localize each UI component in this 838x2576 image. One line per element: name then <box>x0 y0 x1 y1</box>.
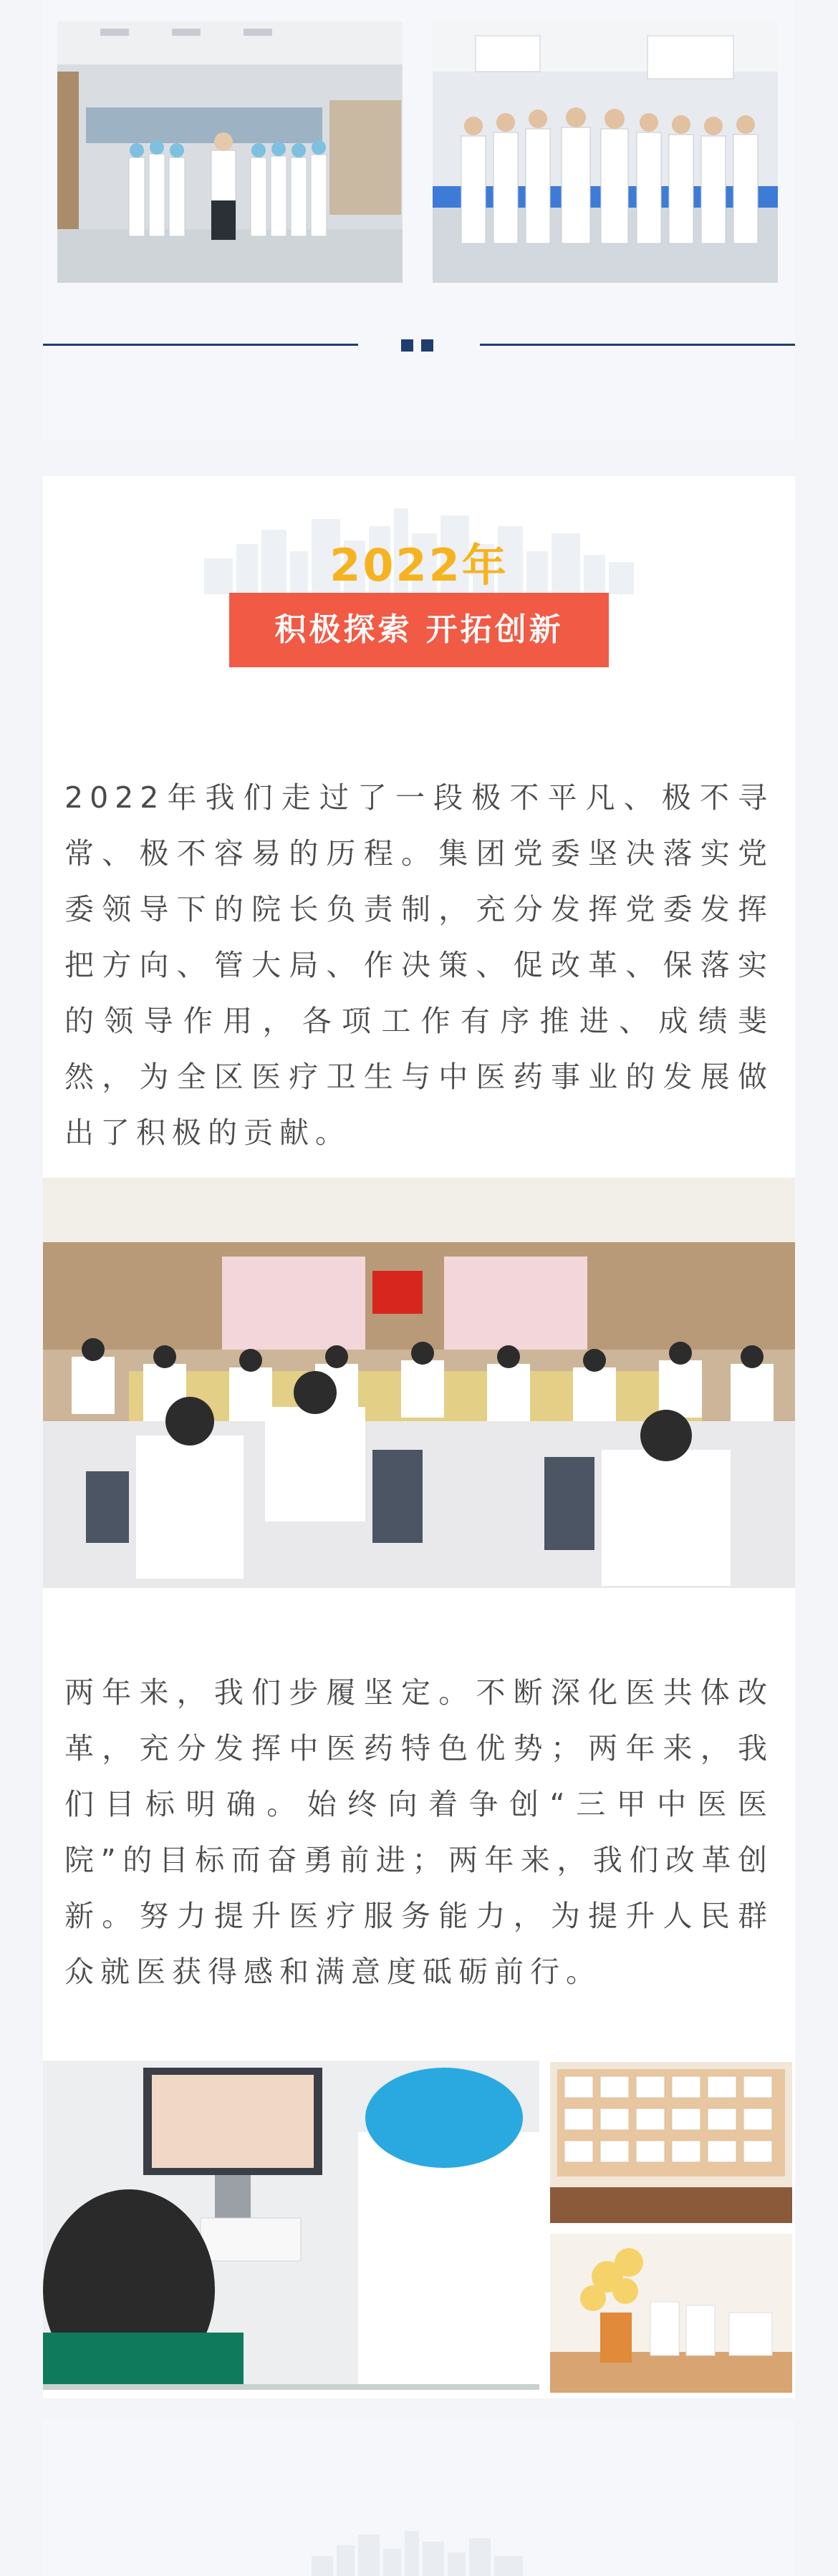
staff-group-photo-left <box>57 21 403 283</box>
divider-line-right <box>480 344 795 346</box>
section-banner: 积极探索 开拓创新 <box>229 593 609 667</box>
section-year: 2022年 <box>329 539 509 591</box>
divider-mark-left <box>401 339 413 352</box>
consultation-photo <box>43 2061 539 2390</box>
divider-line-left <box>43 344 358 346</box>
paragraph-progress: 两年来，我们步履坚定。不断深化医共体改革，充分发挥中医药特色优势；两年来，我们目标明确。始终向着争创“三甲中医医院”的目标而奋勇前进；两年来，我们改革创新。努力提升医疗服务能力，为提升人民群众就医获得感和满意度砥砺前行。 <box>64 1675 774 1989</box>
staff-group-photo-right <box>433 21 778 283</box>
pharmacy-shelf-photo <box>550 2062 792 2223</box>
flower-tea-photo <box>550 2234 792 2393</box>
meeting-photo <box>43 1178 795 1588</box>
divider-mark-right <box>421 339 433 352</box>
paragraph-intro: 2022年我们走过了一段极不平凡、极不寻常、极不容易的历程。集团党委坚决落实党委领导下的院长负责制，充分发挥党委发挥把方向、管大局、作决策、促改革、保落实的领导作用，各项工作有序推进、成绩斐然，为全区医疗卫生与中医药事业的发展做出了积极的贡献。 <box>64 780 774 1150</box>
skyline-decoration-next <box>312 2527 526 2576</box>
